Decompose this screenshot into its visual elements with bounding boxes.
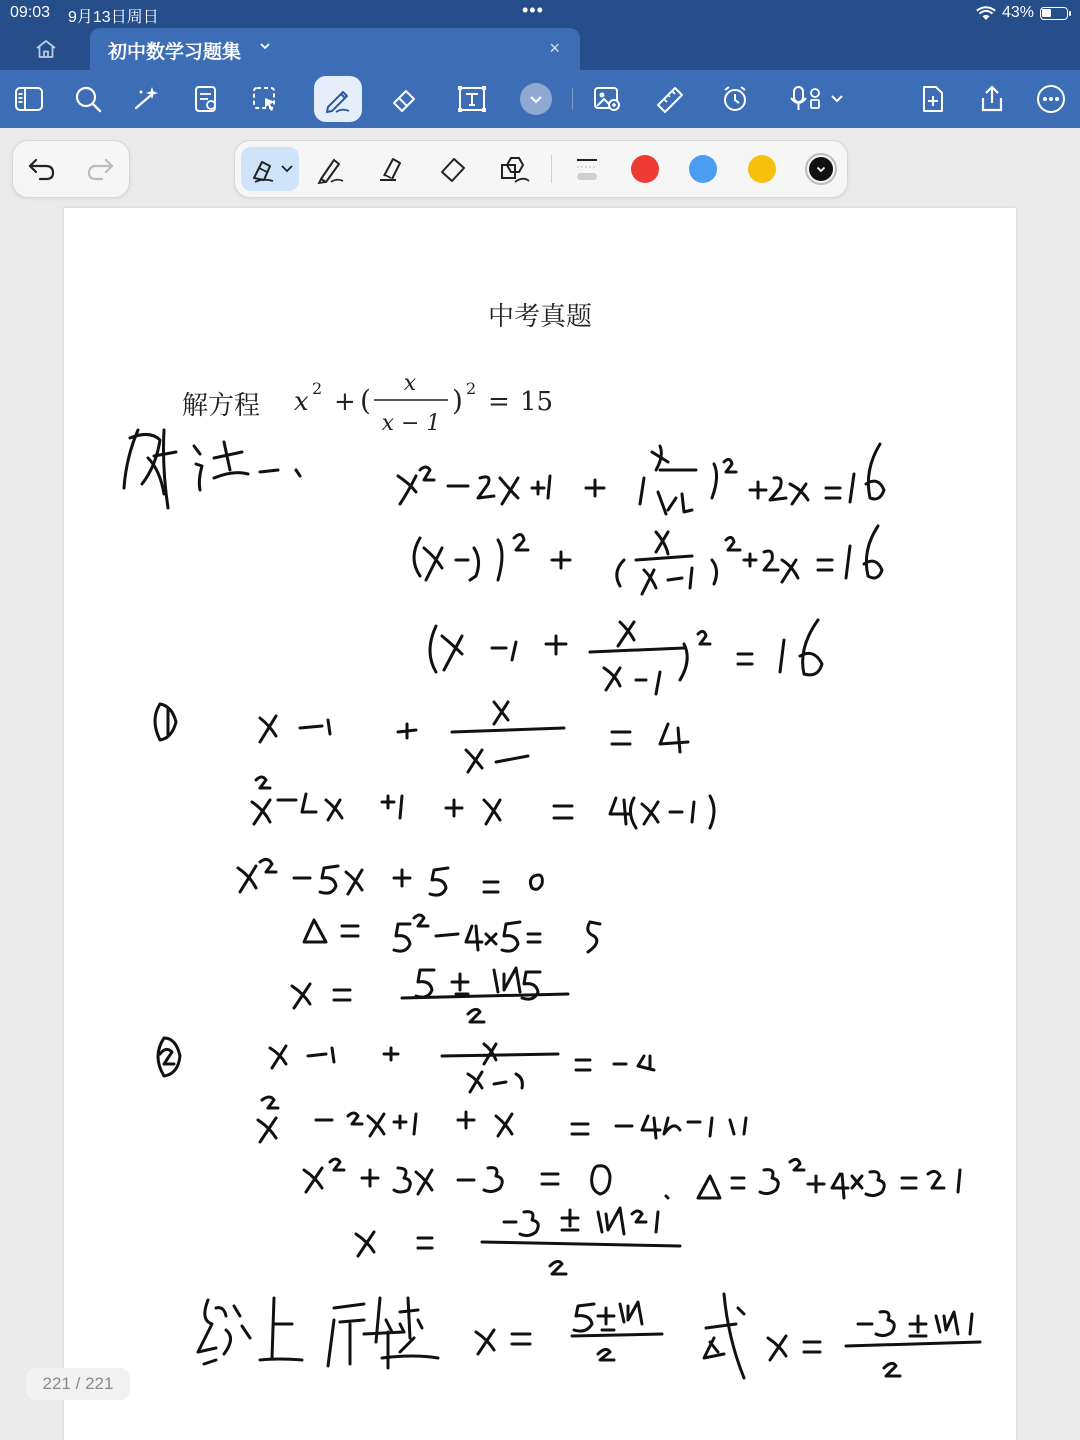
ink-line-2 [414, 526, 882, 594]
chevron-down-icon [815, 163, 827, 175]
microphone-icon[interactable] [786, 82, 850, 116]
pen-palette [234, 140, 848, 198]
status-indicators [976, 4, 1068, 22]
ink-case-1-line-3 [238, 859, 542, 895]
chevron-down-icon [528, 91, 544, 107]
page-title: 中考真题 [487, 302, 592, 332]
svg-text:15: 15 [520, 387, 554, 417]
chevron-down-icon[interactable] [258, 39, 272, 53]
color-yellow-swatch[interactable] [748, 155, 776, 183]
shape-icon[interactable] [499, 153, 531, 185]
svg-text:x − 1: x − 1 [381, 411, 441, 436]
undo-redo-group [12, 140, 130, 198]
redo-icon[interactable] [85, 155, 115, 183]
ballpoint-pen-icon[interactable] [315, 153, 347, 185]
status-time: 09:03 [10, 4, 51, 21]
svg-text:x: x [294, 387, 309, 417]
sparkle-icon[interactable] [130, 82, 164, 116]
more-icon[interactable] [1034, 82, 1068, 116]
ink-line-1 [398, 444, 884, 514]
fountain-pen-icon [249, 154, 295, 184]
ink-case-2 [158, 1038, 654, 1092]
document-page[interactable] [64, 208, 1016, 1440]
eraser-icon[interactable] [388, 82, 422, 116]
svg-text:2: 2 [466, 379, 477, 398]
page-counter: 221 / 221 [26, 1368, 130, 1400]
add-page-icon[interactable] [916, 82, 950, 116]
svg-text:(: ( [360, 384, 371, 417]
ink-case-2-line-2 [258, 1097, 746, 1142]
main-toolbar [0, 70, 1080, 128]
toolbar-divider [572, 88, 573, 110]
ink-heading [124, 430, 300, 508]
text-box-icon[interactable] [455, 82, 489, 116]
more-tools-button[interactable] [520, 83, 552, 115]
notes-icon[interactable] [189, 82, 223, 116]
svg-text:=: = [488, 387, 510, 417]
document-tab[interactable] [90, 28, 580, 70]
status-date: 9月13日周日 [68, 9, 159, 26]
home-icon [35, 39, 57, 59]
fountain-pen-button[interactable] [241, 147, 299, 191]
multitasking-dots[interactable]: ••• [522, 0, 544, 20]
wifi-icon [976, 6, 996, 21]
ink-conclusion [198, 1294, 980, 1378]
pen-tool-button[interactable] [314, 76, 362, 122]
share-icon[interactable] [975, 82, 1009, 116]
ink-case-1-line-5 [292, 968, 568, 1022]
color-blue-swatch[interactable] [689, 155, 717, 183]
svg-text:+: + [334, 387, 356, 417]
svg-text:): ) [452, 384, 463, 417]
document-tab-title: 初中数学习题集 [108, 42, 242, 63]
eraser-icon[interactable] [437, 153, 469, 185]
search-icon[interactable] [71, 82, 105, 116]
handwritten-solution[interactable] [64, 208, 1016, 1440]
pen-icon [322, 83, 354, 115]
ink-case-1-line-4 [304, 915, 600, 952]
stroke-width-icon[interactable] [571, 153, 603, 185]
ink-case-2-line-4 [356, 1208, 680, 1274]
palette-divider [551, 155, 552, 183]
timer-icon[interactable] [718, 82, 752, 116]
home-tab[interactable] [22, 32, 70, 66]
svg-text:2: 2 [312, 379, 323, 398]
undo-icon[interactable] [27, 155, 57, 183]
ruler-icon[interactable] [653, 82, 687, 116]
title-bar [0, 0, 1080, 70]
ink-case-1 [155, 702, 688, 772]
ink-line-3 [430, 620, 822, 694]
image-icon[interactable] [590, 82, 624, 116]
lasso-select-icon[interactable] [248, 82, 282, 116]
problem-label: 解方程 [182, 390, 261, 421]
ink-case-1-line-2 [252, 777, 714, 828]
sidebar-icon[interactable] [12, 82, 46, 116]
close-tab-button[interactable]: × [549, 38, 560, 58]
color-black-swatch[interactable] [805, 153, 837, 185]
battery-icon [1040, 7, 1068, 20]
ink-case-2-line-3 [304, 1159, 960, 1198]
battery-percent: 43% [1001, 4, 1034, 21]
svg-text:x: x [403, 371, 417, 396]
color-red-swatch[interactable] [631, 155, 659, 183]
highlighter-icon[interactable] [375, 153, 407, 185]
